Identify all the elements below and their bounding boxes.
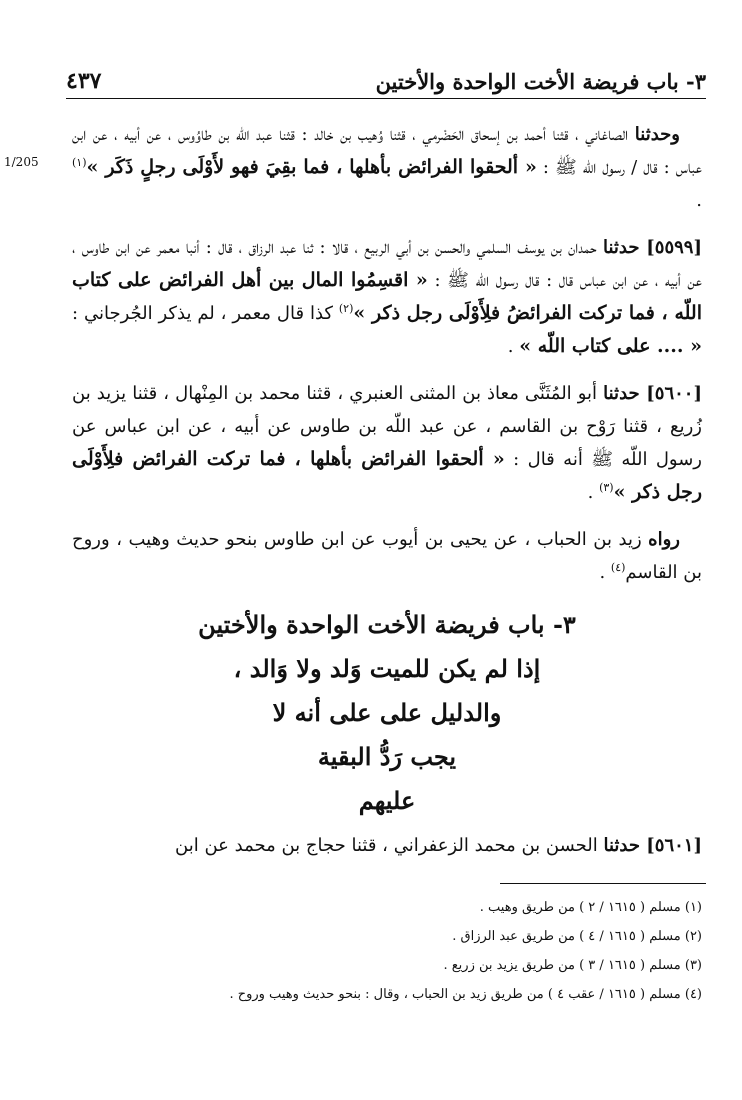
- main-text: [72, 118, 702, 876]
- hadith-text: « ألحقوا الفرائض بأهلها ، فما بقِيَ فهو لأَوْلَى رجلٍ ذَكَر »: [86, 156, 537, 178]
- paragraph-lead: حدثنا: [602, 237, 647, 258]
- footnote-marker[interactable]: (٢): [338, 302, 354, 315]
- hadith-number: [٥٦٠١]: [646, 835, 702, 856]
- paragraph-text: حمدان بن يوسف السلمي والحسن بن أبي الربيع ، قالا : ثنا عبد الرزاق ، قال : أنبا معمر عن ابن طاوس ، عن أبيه ، عن ابن عباس قال : قال رسول اللّه ﷺ :: [72, 237, 703, 291]
- footnote-divider: [500, 883, 706, 884]
- running-title: ٣- باب فريضة الأخت الواحدة والأختين: [375, 69, 706, 94]
- paragraph-lead: رواه: [648, 529, 680, 550]
- hadith-number: [٥٥٩٩]: [646, 237, 702, 258]
- page-header: [66, 54, 706, 94]
- footnote-2: (٢) مسلم ( ١٦١٥ / ٤ ) من طريق عبد الرزاق .: [452, 929, 702, 944]
- footnote-marker[interactable]: (١): [72, 156, 87, 169]
- paragraph-1: [72, 118, 702, 217]
- hadith-text-2: « .... على كتاب اللّه »: [519, 335, 702, 357]
- paragraph-lead: وحدثنا: [634, 124, 680, 145]
- paragraph-lead: حدثنا: [603, 383, 647, 404]
- footnote-marker[interactable]: (٤): [610, 561, 626, 574]
- footnotes: [120, 893, 702, 1009]
- paragraph-tail: كذا قال معمر ، لم يذكر الجُرجاني :: [72, 303, 339, 324]
- hadith-5599: [72, 231, 702, 363]
- footnote-marker[interactable]: (٣): [599, 481, 614, 494]
- page-number: ٤٣٧: [66, 68, 102, 94]
- paragraph-tail: .: [587, 482, 600, 503]
- paragraph-riwayah: [72, 523, 702, 589]
- paragraph-text: الحسن بن محمد الزعفراني ، قثنا حجاج بن محمد عن ابن: [175, 835, 604, 856]
- footnote-3: (٣) مسلم ( ١٦١٥ / ٣ ) من طريق يزيد بن زريع .: [443, 958, 702, 973]
- chapter-subtitle-line: عليهم: [358, 786, 416, 815]
- chapter-heading: [72, 603, 702, 823]
- footnote-4: (٤) مسلم ( ١٦١٥ / عقب ٤ ) من طريق زيد بن الحباب ، وقال : بنحو حديث وهيب وروح .: [229, 987, 702, 1002]
- chapter-subtitle-line: يجب رَدُّ البقية: [317, 742, 457, 771]
- margin-reference: 1/205: [4, 155, 39, 169]
- paragraph-text: زيد بن الحباب ، عن يحيى بن أيوب عن ابن طاوس بنحو حديث وهيب ، وروح بن القاسم: [72, 529, 702, 583]
- paragraph-text: أبو المُثَنَّى معاذ بن المثنى العنبري ، قثنا محمد بن المِنْهال ، قثنا يزيد بن زُريع ، قثنا رَوْح بن القاسم ، عن عبد اللّه بن طاوس عن أبيه ، عن ابن عباس عن رسول اللّه ﷺ أنه قال :: [72, 383, 702, 470]
- hadith-number: [٥٦٠٠]: [646, 383, 702, 404]
- hadith-5601: [72, 829, 702, 862]
- chapter-title: ٣- باب فريضة الأخت الواحدة والأختين: [198, 610, 576, 639]
- paragraph-tail-2: .: [507, 336, 520, 357]
- chapter-subtitle-line: إذا لم يكن للميت وَلد ولا وَالد ،: [233, 654, 541, 683]
- paragraph-tail: .: [696, 190, 702, 211]
- paragraph-lead: حدثنا: [603, 835, 647, 856]
- hadith-text: « اقسِمُوا المال بين أهل الفرائض على كتاب اللّه ، فما تركت الفرائضُ فلِأَوْلَى رجل ذكر »: [72, 269, 702, 324]
- hadith-text: « ألحقوا الفرائض بأهلها ، فما تركت الفرائض فلِأَوْلَى رجل ذكر »: [72, 448, 702, 503]
- hadith-5600: [72, 377, 702, 509]
- paragraph-tail: .: [599, 562, 611, 583]
- paragraph-text: الصاغاني ، قثنا أحمد بن إسحاق الحَضْرمي ، قثنا وُهيب بن خالد : قثنا عبد اللّه بن طاوُوس ، عن أبيه ، عن ابن عباس : قال / رسول اللّه ﷺ :: [72, 124, 702, 178]
- header-divider: [66, 98, 706, 99]
- footnote-1: (١) مسلم ( ١٦١٥ / ٢ ) من طريق وهيب .: [479, 900, 702, 915]
- chapter-subtitle-line: والدليل على على أنه لا: [272, 698, 502, 727]
